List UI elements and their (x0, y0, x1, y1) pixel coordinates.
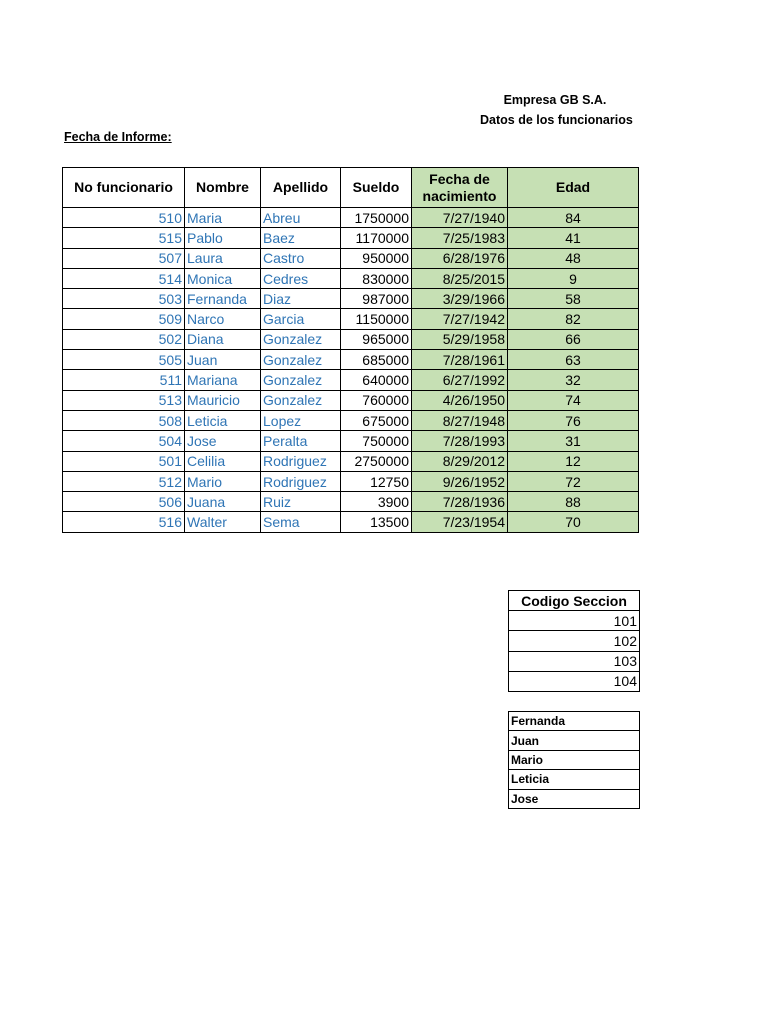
table-row (509, 631, 640, 651)
names-list-table (508, 711, 640, 809)
age-cell[interactable]: 82 (508, 309, 639, 329)
table-row (509, 651, 640, 671)
first-name-cell[interactable]: Mario (185, 471, 261, 491)
age-cell[interactable]: 70 (508, 512, 639, 532)
section-code-cell[interactable]: 102 (509, 631, 640, 651)
column-header-salary[interactable]: Sueldo (341, 168, 412, 208)
table-row (63, 268, 639, 288)
salary-cell[interactable]: 830000 (341, 268, 412, 288)
employee-id-cell[interactable]: 504 (63, 431, 185, 451)
last-name-cell[interactable]: Ruiz (261, 492, 341, 512)
last-name-cell[interactable]: Gonzalez (261, 370, 341, 390)
employee-id-cell[interactable]: 512 (63, 471, 185, 491)
last-name-cell[interactable]: Gonzalez (261, 329, 341, 349)
section-codes-header[interactable]: Codigo Seccion (509, 591, 640, 611)
birthdate-cell[interactable]: 7/28/1961 (412, 350, 508, 370)
salary-cell[interactable]: 1750000 (341, 208, 412, 228)
table-row (509, 731, 640, 750)
birthdate-cell[interactable]: 9/26/1952 (412, 471, 508, 491)
first-name-cell[interactable]: Fernanda (185, 289, 261, 309)
salary-cell[interactable]: 675000 (341, 410, 412, 430)
salary-cell[interactable]: 3900 (341, 492, 412, 512)
birthdate-cell[interactable]: 7/27/1940 (412, 208, 508, 228)
table-row (63, 492, 639, 512)
table-row (63, 248, 639, 268)
birthdate-cell[interactable]: 7/28/1936 (412, 492, 508, 512)
salary-cell[interactable]: 965000 (341, 329, 412, 349)
birthdate-cell[interactable]: 8/27/1948 (412, 410, 508, 430)
table-row (63, 512, 639, 532)
birthdate-cell[interactable]: 7/23/1954 (412, 512, 508, 532)
birthdate-cell[interactable]: 3/29/1966 (412, 289, 508, 309)
age-cell[interactable]: 31 (508, 431, 639, 451)
first-name-cell[interactable]: Maria (185, 208, 261, 228)
employee-id-cell[interactable]: 501 (63, 451, 185, 471)
birthdate-cell[interactable]: 6/28/1976 (412, 248, 508, 268)
first-name-cell[interactable]: Narco (185, 309, 261, 329)
table-row (63, 350, 639, 370)
last-name-cell[interactable]: Garcia (261, 309, 341, 329)
birthdate-cell[interactable]: 4/26/1950 (412, 390, 508, 410)
section-codes-table (508, 590, 640, 692)
last-name-cell[interactable]: Abreu (261, 208, 341, 228)
column-header-name[interactable]: Nombre (185, 168, 261, 208)
age-cell[interactable]: 58 (508, 289, 639, 309)
company-name: Empresa GB S.A. (503, 93, 607, 107)
age-cell[interactable]: 9 (508, 268, 639, 288)
age-cell[interactable]: 66 (508, 329, 639, 349)
salary-cell[interactable]: 13500 (341, 512, 412, 532)
table-row (63, 471, 639, 491)
age-cell[interactable]: 63 (508, 350, 639, 370)
first-name-cell[interactable]: Walter (185, 512, 261, 532)
column-header-birthdate[interactable]: Fecha de nacimiento (412, 168, 508, 208)
first-name-cell[interactable]: Mauricio (185, 390, 261, 410)
salary-cell[interactable]: 12750 (341, 471, 412, 491)
birthdate-cell[interactable]: 8/29/2012 (412, 451, 508, 471)
names-list-body (509, 712, 640, 809)
birthdate-cell[interactable]: 5/29/1958 (412, 329, 508, 349)
first-name-cell[interactable]: Diana (185, 329, 261, 349)
employee-id-cell[interactable]: 515 (63, 228, 185, 248)
report-date-label: Fecha de Informe: (64, 130, 172, 144)
employee-id-cell[interactable]: 514 (63, 268, 185, 288)
table-row (509, 671, 640, 691)
column-header-surname[interactable]: Apellido (261, 168, 341, 208)
last-name-cell[interactable]: Baez (261, 228, 341, 248)
employees-table (62, 167, 639, 533)
table-row (63, 410, 639, 430)
name-cell[interactable]: Leticia (509, 770, 640, 789)
salary-cell[interactable]: 760000 (341, 390, 412, 410)
employee-id-cell[interactable]: 508 (63, 410, 185, 430)
age-cell[interactable]: 41 (508, 228, 639, 248)
age-cell[interactable]: 84 (508, 208, 639, 228)
employee-id-cell[interactable]: 510 (63, 208, 185, 228)
last-name-cell[interactable]: Diaz (261, 289, 341, 309)
column-header-id[interactable]: No funcionario (63, 168, 185, 208)
first-name-cell[interactable]: Juan (185, 350, 261, 370)
age-cell[interactable]: 32 (508, 370, 639, 390)
salary-cell[interactable]: 1170000 (341, 228, 412, 248)
first-name-cell[interactable]: Leticia (185, 410, 261, 430)
last-name-cell[interactable]: Cedres (261, 268, 341, 288)
employee-id-cell[interactable]: 516 (63, 512, 185, 532)
salary-cell[interactable]: 987000 (341, 289, 412, 309)
name-cell[interactable]: Fernanda (509, 712, 640, 731)
last-name-cell[interactable]: Gonzalez (261, 350, 341, 370)
last-name-cell[interactable]: Rodriguez (261, 471, 341, 491)
age-cell[interactable]: 74 (508, 390, 639, 410)
birthdate-cell[interactable]: 7/27/1942 (412, 309, 508, 329)
birthdate-cell[interactable]: 8/25/2015 (412, 268, 508, 288)
last-name-cell[interactable]: Rodriguez (261, 451, 341, 471)
section-codes-body (509, 611, 640, 692)
company-subtitle: Datos de los funcionarios (480, 113, 633, 127)
section-code-cell[interactable]: 101 (509, 611, 640, 631)
salary-cell[interactable]: 2750000 (341, 451, 412, 471)
first-name-cell[interactable]: Juana (185, 492, 261, 512)
birthdate-cell[interactable]: 7/25/1983 (412, 228, 508, 248)
salary-cell[interactable]: 950000 (341, 248, 412, 268)
table-row (63, 431, 639, 451)
employee-id-cell[interactable]: 502 (63, 329, 185, 349)
table-row (63, 289, 639, 309)
first-name-cell[interactable]: Mariana (185, 370, 261, 390)
last-name-cell[interactable]: Lopez (261, 410, 341, 430)
table-header-row (63, 168, 639, 208)
first-name-cell[interactable]: Monica (185, 268, 261, 288)
name-cell[interactable]: Jose (509, 789, 640, 808)
age-cell[interactable]: 48 (508, 248, 639, 268)
salary-cell[interactable]: 640000 (341, 370, 412, 390)
table-row (509, 789, 640, 808)
first-name-cell[interactable]: Laura (185, 248, 261, 268)
first-name-cell[interactable]: Celilia (185, 451, 261, 471)
table-row (509, 611, 640, 631)
employee-id-cell[interactable]: 509 (63, 309, 185, 329)
employee-id-cell[interactable]: 507 (63, 248, 185, 268)
column-header-age[interactable]: Edad (508, 168, 639, 208)
table-header-row (509, 591, 640, 611)
birthdate-cell[interactable]: 6/27/1992 (412, 370, 508, 390)
employee-id-cell[interactable]: 513 (63, 390, 185, 410)
table-row (63, 390, 639, 410)
name-cell[interactable]: Mario (509, 750, 640, 769)
salary-cell[interactable]: 685000 (341, 350, 412, 370)
last-name-cell[interactable]: Castro (261, 248, 341, 268)
name-cell[interactable]: Juan (509, 731, 640, 750)
employee-id-cell[interactable]: 506 (63, 492, 185, 512)
table-row (509, 750, 640, 769)
first-name-cell[interactable]: Pablo (185, 228, 261, 248)
age-cell[interactable]: 72 (508, 471, 639, 491)
employee-id-cell[interactable]: 511 (63, 370, 185, 390)
section-code-cell[interactable]: 103 (509, 651, 640, 671)
table-row (63, 451, 639, 471)
company-header (480, 90, 633, 130)
employees-table-body (63, 208, 639, 533)
table-row (63, 309, 639, 329)
last-name-cell[interactable]: Gonzalez (261, 390, 341, 410)
age-cell[interactable]: 12 (508, 451, 639, 471)
table-row (63, 208, 639, 228)
salary-cell[interactable]: 750000 (341, 431, 412, 451)
table-row (63, 329, 639, 349)
age-cell[interactable]: 76 (508, 410, 639, 430)
table-row (509, 712, 640, 731)
table-row (509, 770, 640, 789)
section-code-cell[interactable]: 104 (509, 671, 640, 691)
first-name-cell[interactable]: Jose (185, 431, 261, 451)
birthdate-cell[interactable]: 7/28/1993 (412, 431, 508, 451)
employee-id-cell[interactable]: 505 (63, 350, 185, 370)
last-name-cell[interactable]: Peralta (261, 431, 341, 451)
table-row (63, 370, 639, 390)
age-cell[interactable]: 88 (508, 492, 639, 512)
last-name-cell[interactable]: Sema (261, 512, 341, 532)
salary-cell[interactable]: 1150000 (341, 309, 412, 329)
table-row (63, 228, 639, 248)
employee-id-cell[interactable]: 503 (63, 289, 185, 309)
